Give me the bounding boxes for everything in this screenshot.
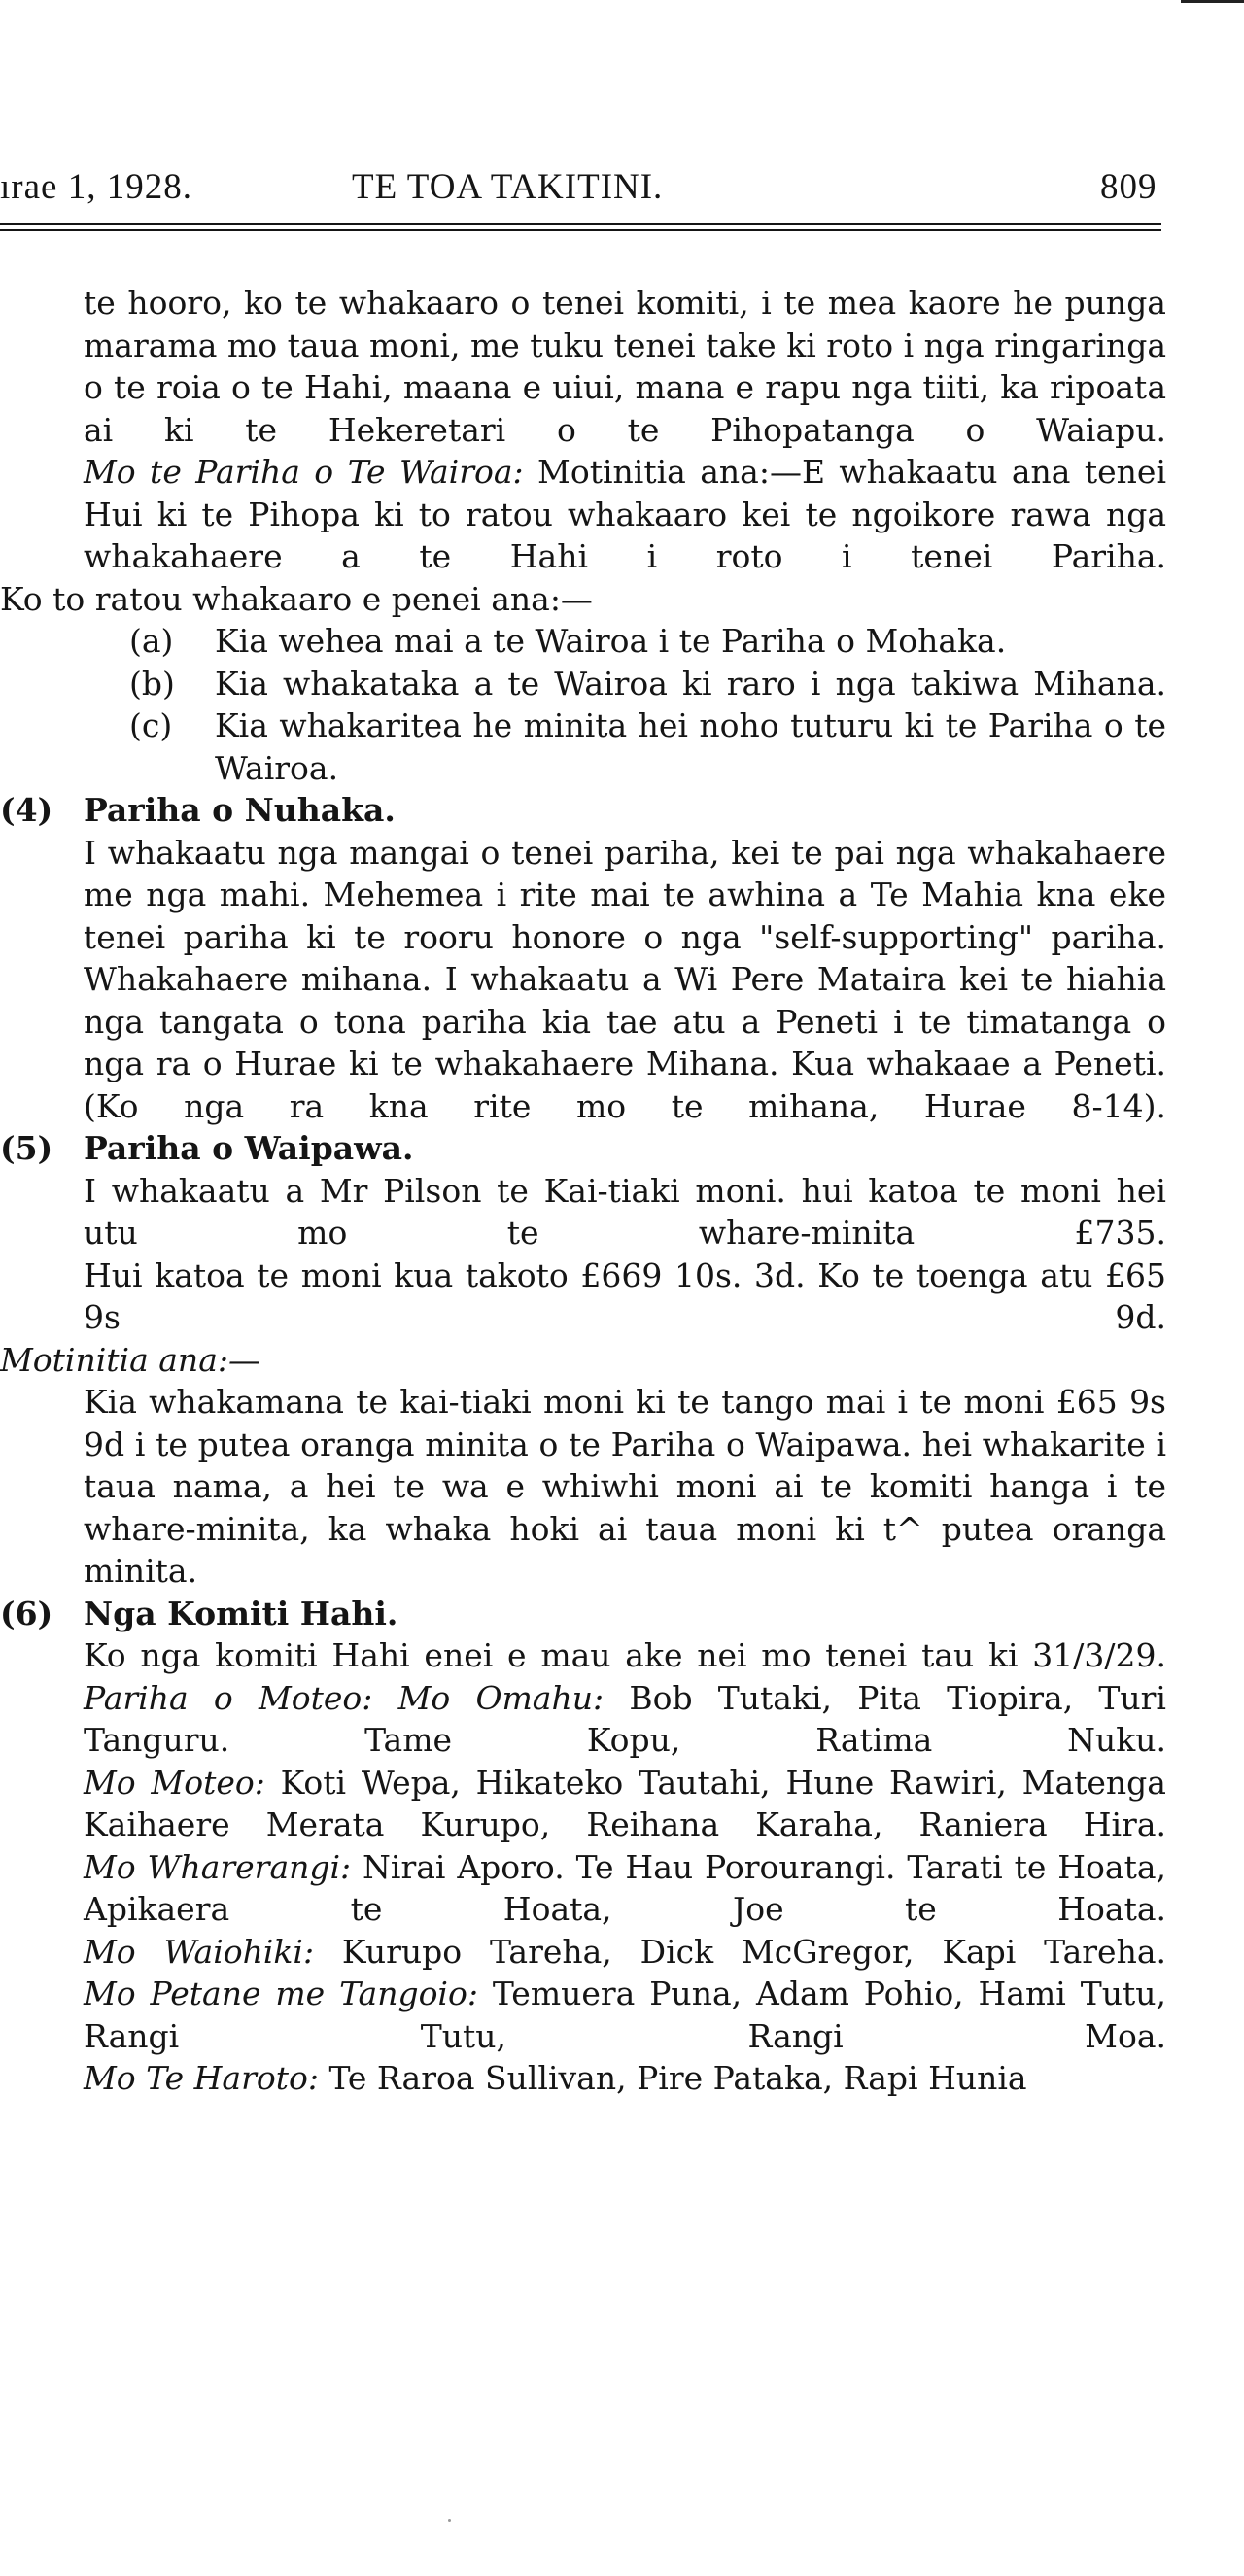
- list-item-label: (c): [129, 706, 173, 744]
- list-item-text: Kia wehea mai a te Wairoa i te Pariha o Mohaka.: [215, 622, 1007, 660]
- paragraph-lead: Mo te Pariha o Te Wairoa:: [84, 453, 524, 491]
- page-number: 809: [1100, 167, 1158, 207]
- list-item-text: Kia whakataka a te Wairoa ki raro i nga takiwa Mihana.: [215, 664, 1166, 703]
- list-item-label: (a): [129, 622, 174, 660]
- print-speck: [448, 2519, 451, 2522]
- section-paragraph: Whakahaere mihana. I whakaatu a Wi Pere Mataira kei te hiahia nga tangata o tona pariha kia tae atu a Peneti i te timatanga o nga ra o Hurae ki te whakahaere Mihana. Kua whakaae a Peneti. (Ko nga ra kna rite mo te mihana, Hurae 8-14).: [84, 960, 1166, 1125]
- list-item: [0, 620, 1166, 663]
- paragraph-wairoa-motion: [0, 451, 1166, 578]
- section-number: (6): [0, 1594, 53, 1632]
- motion-label: Motinitia ana:—: [0, 1340, 260, 1379]
- paragraph-continuation: te hooro, ko te whakaaro o tenei komiti, i te mea kaore he punga marama mo taua moni, me tuku tenei take ki roto i nga ringaringa o te roia o te Hahi, maana e uiui, mana e rapu nga tiiti, ka ripoata ai ki te Hekeretari o te Pihopatanga o Waiapu.: [84, 284, 1166, 449]
- committee-entry: [0, 1931, 1166, 1974]
- body-text: [0, 282, 1166, 2100]
- entry-text: Kurupo Tareha, Dick McGregor, Kapi Tareha.: [314, 1932, 1166, 1971]
- section-paragraph: Ko nga komiti Hahi enei e mau ake nei mo tenei tau ki 31/3/29.: [84, 1636, 1166, 1674]
- list-item: [0, 704, 1166, 789]
- entry-text: Bob Tutaki, Pita Tiopira, Turi Tanguru. Tame Kopu, Ratima Nuku.: [84, 1678, 1166, 1759]
- section-title: Nga Komiti Hahi.: [84, 1594, 398, 1632]
- header-title: TE TOA TAKITINI.: [352, 167, 664, 207]
- entry-lead: Pariha o Moteo: Mo Omahu:: [84, 1678, 605, 1717]
- committee-entry: [0, 2057, 1166, 2100]
- section-title: Pariha o Waipawa.: [84, 1129, 414, 1167]
- committee-entry: [0, 1762, 1166, 1846]
- section-heading: [0, 1127, 1166, 1170]
- section-heading: [0, 789, 1166, 832]
- section-paragraph: Hui katoa te moni kua takoto £669 10s. 3d. Ko te toenga atu £65 9s 9d.: [84, 1255, 1166, 1336]
- running-header: [0, 166, 1166, 215]
- committee-entry: [0, 1677, 1166, 1762]
- section-paragraph: I whakaatu nga mangai o tenei pariha, kei te pai nga whakahaere me nga mahi. Mehemea i rite mai te awhina a Te Mahia kna eke tenei pariha ki te rooru honore o nga "self-supporting" pariha.: [84, 833, 1166, 956]
- entry-text: Nirai Aporo. Te Hau Porourangi. Tarati te Hoata, Apikaera te Hoata, Joe te Hoata.: [84, 1847, 1166, 1928]
- section-paragraph: I whakaatu a Mr Pilson te Kai-tiaki moni. hui katoa te moni hei utu mo te whare-minita £735.: [84, 1171, 1166, 1252]
- paragraph-intro: Ko to ratou whakaaro e penei ana:—: [0, 579, 593, 618]
- entry-lead: Mo Petane me Tangoio:: [84, 1975, 478, 2012]
- list-item-label: (b): [129, 664, 175, 703]
- committee-entry: [0, 1846, 1166, 1931]
- committee-entry: [0, 1973, 1166, 2057]
- entry-text: Koti Wepa, Hikateko Tautahi, Hune Rawiri, Matenga Kaihaere Merata Kurupo, Reihana Karaha, Raniera Hira.: [84, 1763, 1166, 1843]
- list-item-text: Kia whakaritea he minita hei noho tuturu ki te Pariha o te Wairoa.: [215, 706, 1166, 787]
- section-paragraph: Kia whakamana te kai-tiaki moni ki te tango mai i te moni £65 9s 9d i te putea oranga minita o te Pariha o Waipawa. hei whakarite i taua nama, a hei te wa e whiwhi moni ai te komiti hanga i te whare-minita, ka whaka hoki ai taua moni ki t^ putea oranga minita.: [84, 1383, 1166, 1590]
- top-edge-rule: [1181, 0, 1244, 3]
- section-number: (4): [0, 791, 53, 829]
- paragraph-text: Motinitia ana:—E whakaatu ana tenei Hui ki te Pihopa ki to ratou whakaaro kei te ngoikore rawa nga whakahaere a te Hahi i roto i tenei Pariha.: [84, 453, 1166, 575]
- entry-lead: Mo Wharerangi:: [84, 1847, 352, 1886]
- entry-lead: Mo Te Haroto:: [84, 2059, 319, 2097]
- list-item: [0, 663, 1166, 705]
- header-rule-bottom: [0, 229, 1161, 231]
- section-number: (5): [0, 1129, 53, 1167]
- entry-text: Te Raroa Sullivan, Pire Pataka, Rapi Hunia: [318, 2059, 1027, 2097]
- header-rule-top: [0, 223, 1161, 225]
- section-title: Pariha o Nuhaka.: [84, 791, 396, 829]
- entry-lead: Mo Moteo:: [84, 1763, 265, 1802]
- section-heading: [0, 1593, 1166, 1635]
- entry-text: Temuera Puna, Adam Pohio, Hami Tutu, Rangi Tutu, Rangi Moa.: [84, 1975, 1166, 2055]
- entry-lead: Mo Waiohiki:: [84, 1932, 315, 1971]
- header-date: ırae 1, 1928.: [0, 167, 192, 207]
